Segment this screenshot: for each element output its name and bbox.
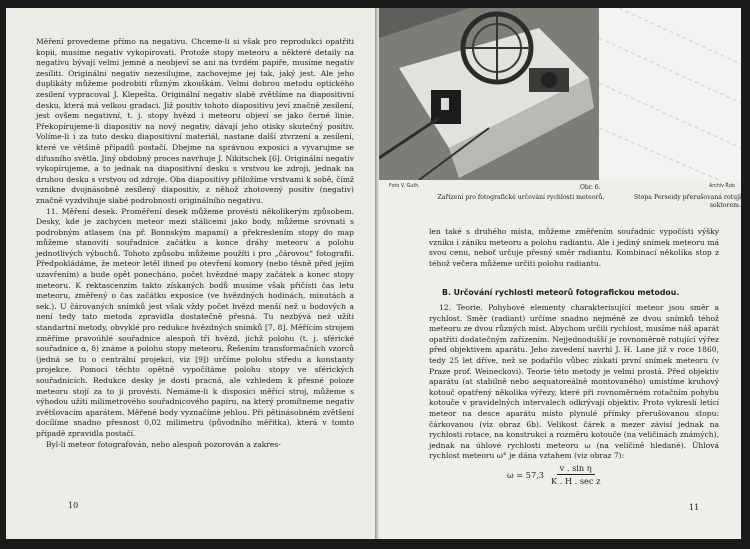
apparatus-illustration	[379, 8, 599, 180]
velocity-formula	[507, 463, 603, 486]
formula-numerator: v . sin η	[557, 463, 595, 475]
paragraph: Byl-li meteor fotografován, nebo alespoň pozorován a zakres-	[46, 439, 281, 449]
page-number: 11	[689, 503, 700, 512]
photo-rotating-sector-apparatus	[379, 8, 599, 180]
photo-credit-archive: Archív Řdo	[709, 184, 735, 189]
left-page-text	[36, 37, 354, 450]
figure-caption: Zařízení pro fotografické určování rychlosti meteorů.	[437, 194, 605, 201]
right-page-text-top	[429, 227, 719, 269]
paragraph: 11. Měření desek. Proměření desek můžeme provésti několikerým způsobem. Desky, kde je zachycen meteor mezi stálicemi jako body, můžeme srovnati s podrobným atlasem (na př. Bonnským mapami) a překreslením stopy do map můžeme stanoviti souřadnice začátku a konce dráhy meteoru a polohu jednotlivých výbuchů. Tohoto způsobu můžeme použíti i pro „čárovou“ fotografii. Předpokládáme, že meteor letěl ihned po otevření komory (nebo těsně před jejím uzavřením) a bude opět ponecháno, počet hvězdné mapy začátek a konec stopy meteoru. K rektascenzím takto získaných bodů musíme však přičísti čas letu meteoru, změřený o čas začátku exposice (ve hvězdných hodinách, minutách a sek.). U čárovaných snímků jest však vždy počet hvězd menší než u bodových a není tedy tato metoda zpravidla dostatečně přesná. Tu nezbývá než užíti standartní metody, obvyklé pro redukce hvězdných snímků [7, 8]. Měřícím strojem změříme pravoúhlé souřadnice alespoň tří hvězd, jichž polohu (t. j. sférické souřadnice α, δ) známe a polohu stopy meteoru. Řešením transformačních vzorců (jedná se tu o centrální projekci, viz [9]) určíme polohu středu a konstanty projekce. Pomocí těchto opětně vypočítáme polohu stopy ve sférických souřadnicích. Redukce desky je dosti pracná, ale vzhledem k přesné poloze meteoru stojí za to ji provésti. Nemáme-li k disposici měřicí stroj, můžeme s výhodou užíti milimetrového souřadnicového papíru, na který promítneme negativ zvětšovacím aparátem. Měřené body vyznačíme jehlou. Při pětinásobném zvětšení docílíme snadno přesnost 0,02 milimetru (původního měřítka), která v tomto případě zpravidla postačí.	[36, 206, 354, 438]
formula-denominator: K . H . sec z	[550, 476, 601, 486]
right-page-text-bottom	[429, 303, 719, 462]
perseid-trail-illustration	[599, 8, 741, 180]
photo-perseid-trail	[599, 8, 741, 180]
left-page	[6, 8, 376, 539]
right-page	[379, 8, 741, 539]
photo-credit: Foto V. Guth.	[389, 184, 420, 189]
paragraph: 12. Teorie. Pohybové elementy charakterisující meteor jsou směr a rychlost. Směr (radiant) určíme snadno nejméně ze dvou snímků téhož meteoru ze dvou různých míst. Abychom určili rychlost, musíme náš aparát opatřiti dodatečným zařízením. Nejjednodušší je rovnoměrně rotující výřez před objektivem aparátu. Jeho zavedení navrhl J. H. Lane již v roce 1860, tedy 25 let dříve, než se podařilo vůbec získati první snímek meteoru (v Praze prof. Weineckovi). Teorie této metody je velmi prostá. Před objektiv aparátu (at stabilně nebo aequatoreálně montovaného) umístíme kruhový kotouč opatřený několika výřezy, které při rovnoměrném rotačním pohybu kotouče v pravidelných intervalech odkrývají objektiv. Proto vykreslí letící meteor na desce aparátu místo plynulé přímky přerušovanou stopu: čárkovanou (viz obraz 6b). Velikost čárek a mezer závisí jednak na rychlosti rotace, na konstrukci a rozměru kotouče (na veličinách známých), jednak na úhlové rychlosti meteoru ω (na veličině hledané). Úhlová rychlost meteoru ω° je dána vztahem (viz obraz 7):	[429, 303, 719, 461]
formula-lhs: ω = 57,3	[507, 469, 544, 480]
figure-caption-secondary: Stopa Perseidy přerušovaná rotují sektorem.	[633, 194, 741, 209]
paragraph: len také s druhého místa, můžeme změřením souřadnic vypočísti výšky vzniku i zániku meteoru a polohu radiantu. Ale i jediný snímek meteoru má svou cenu, neboť určuje přesný směr radiantu. Kombinací několika stop z téhož večera můžeme určiti polohu radiantu.	[429, 227, 719, 268]
paragraph: Měření provedeme přímo na negativu. Chceme-li si však pro reprodukci opatřiti kopii, musíme negativ vykopírovati. Protože stopy meteoru a některé detaily na negativu bývají velmi jemné a neobjeví se ani na tvrdém papíře, musíme negativ zesíliti. Originální negativ nezesilujme, zachovejme jej tak, jaký jest. Ale jeho duplikáty můžeme podrobiti různým zkouškám. Velmi dobrou metodu optického zesílení vypracoval J. Klepešta. Originální negativ slabě zvětšíme na diapositivní desku, která má velkou gradaci. Již positiv tohoto diapositivu jeví značně zesílení, jest ovšem negativní, t. j. stopy hvězd i meteoru objeví se jako černé linie. Překopírujeme-li diapositiv na nový negativ, dávají jeho otisky skutečný positiv. Volíme-li i za tuto desku diapositivní materiál, nastane další ztvrzení a zesílení, které ve většině případů postačí. Dbejme na správnou exposici a vyvarujme se difusního světla. Jiný obdobný proces navrhuje J. Nikitschek [6]. Originální negativ vykopírujeme, a to jednak na diapositivní desku s vrstvou ke zdroji, jednak na druhou desku s vrstvou od zdroje. Oba diapositivy přiložíme vrstvami k sobě, čímž vznikne dvojnásobně zesílený diapositiv, z něhož zhotovený positiv (negativ) značně vyzdvihuje slabé podrobnosti originálního negativu.	[36, 37, 354, 205]
page-number: 10	[68, 501, 79, 510]
figure-number: Obr. 6.	[580, 184, 601, 191]
formula-fraction	[548, 463, 603, 486]
section-heading: B. Určování rychlosti meteorů fotografickou metodou.	[442, 288, 680, 297]
